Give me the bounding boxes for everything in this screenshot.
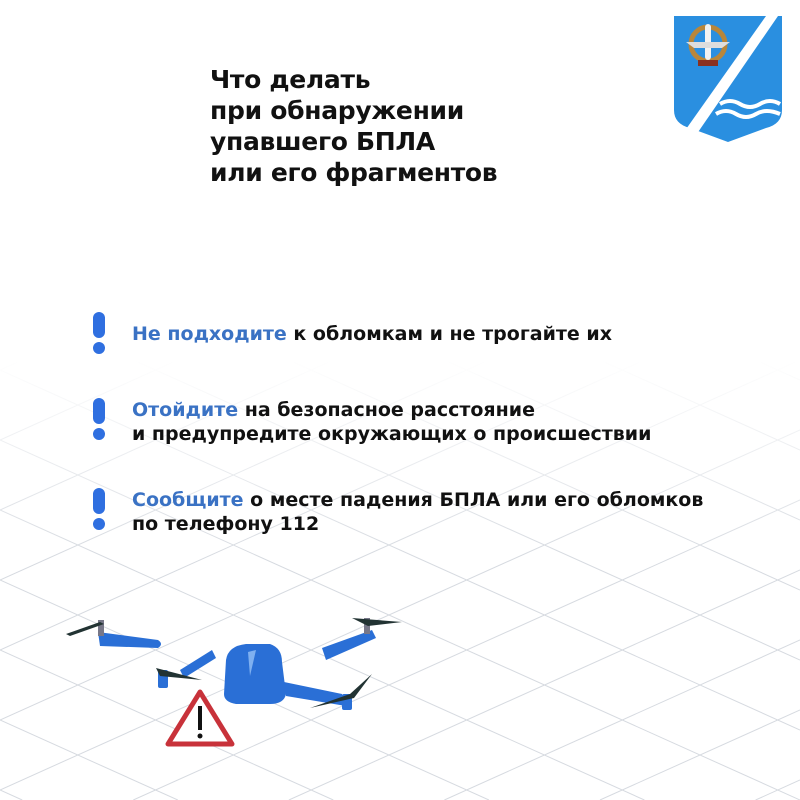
- title-line: упавшего БПЛА: [210, 127, 435, 156]
- page-title: [210, 64, 497, 188]
- instruction-highlight: Не подходите: [132, 323, 287, 345]
- title-line: или его фрагментов: [210, 158, 498, 187]
- drone-body: [224, 644, 286, 704]
- crashed-drone-illustration: [60, 590, 420, 760]
- instruction-rest: на безопасное расстояние: [238, 399, 535, 421]
- broken-arm-left: [66, 620, 161, 648]
- title-line: Что делать: [210, 65, 371, 94]
- instruction-text: [132, 398, 651, 446]
- instruction-text: [132, 322, 612, 346]
- instruction-line2: и предупредите окружающих о происшествии: [132, 423, 652, 445]
- instruction-rest: к обломкам и не трогайте их: [286, 323, 612, 345]
- instruction-highlight: Сообщите: [132, 489, 244, 511]
- broken-arm-right: [322, 618, 402, 660]
- warning-icon: [168, 692, 232, 744]
- instruction-highlight: Отойдите: [132, 399, 239, 421]
- instruction-rest: о месте падения БПЛА или его обломков: [243, 489, 704, 511]
- rear-arm-right: [284, 674, 372, 710]
- title-line: при обнаружении: [210, 96, 464, 125]
- instruction-line2: по телефону 112: [132, 513, 320, 535]
- coat-of-arms-icon: [670, 12, 786, 144]
- instruction-text: [132, 488, 703, 536]
- front-arm-left: [156, 650, 216, 688]
